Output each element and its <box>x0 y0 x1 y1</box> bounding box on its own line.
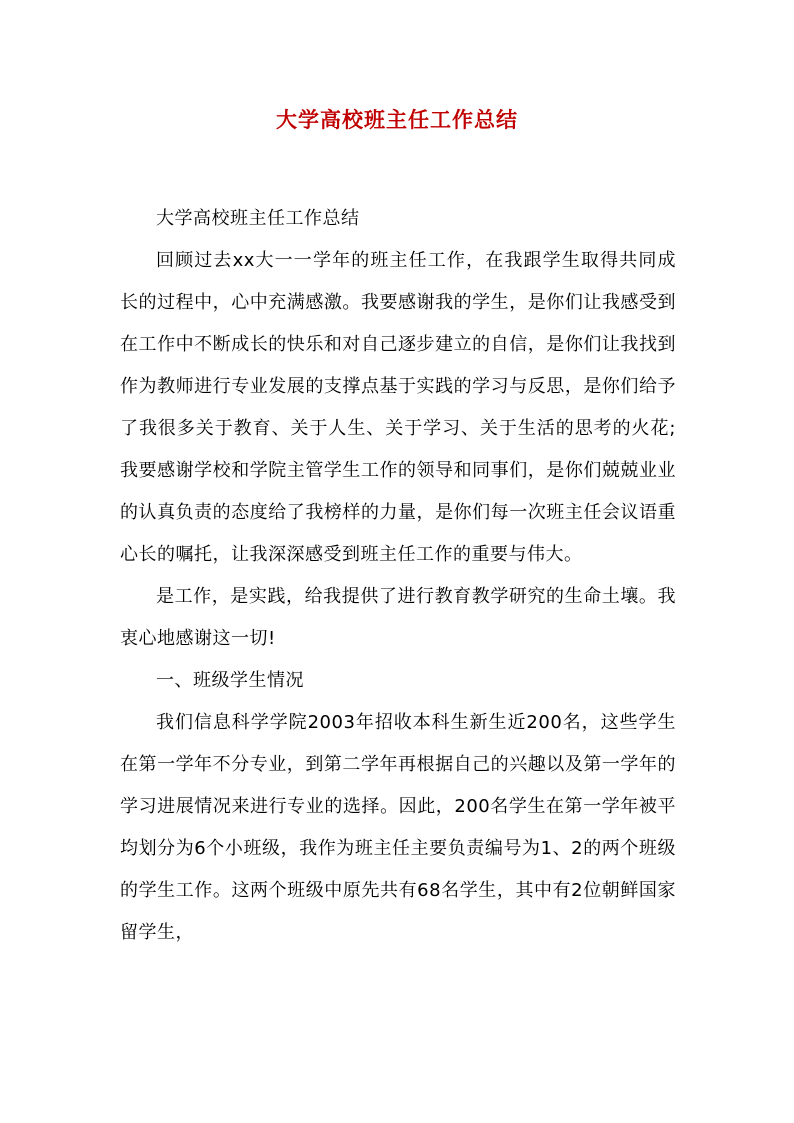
paragraph-intro: 回顾过去xx大一一学年的班主任工作，在我跟学生取得共同成长的过程中，心中充满感激。我要感谢我的学生，是你们让我感受到在工作中不断成长的快乐和对自己逐步建立的自信，是你们让我找到作为教师进行专业发展的支撑点基于实践的学习与反思，是你们给予了我很多关于教育、关于人生、关于学习、关于生活的思考的火花;我要感谢学校和学院主管学生工作的领导和同事们，是你们兢兢业业的认真负责的态度给了我榜样的力量，是你们每一次班主任会议语重心长的嘱托，让我深深感受到班主任工作的重要与伟大。 <box>120 250 676 565</box>
document-title: 大学高校班主任工作总结 <box>276 107 518 132</box>
section-heading-class-situation: 一、班级学生情况 <box>156 670 304 691</box>
paragraph-class-situation: 我们信息科学学院2003年招收本科生新生近200名，这些学生在第一学年不分专业，到第二学年再根据自己的兴趣以及第一学年的学习进展情况来进行专业的选择。因此，200名学生在第一学年被平均划分为6个小班级，我作为班主任主要负责编号为1、2的两个班级的学生工作。这两个班级中原先共有68名学生，其中有2位朝鲜国家留学生， <box>120 712 676 943</box>
paragraph-thanks: 是工作，是实践，给我提供了进行教育教学研究的生命土壤。我衷心地感谢这一切! <box>120 586 676 649</box>
document-body <box>120 198 676 954</box>
paragraph-heading: 大学高校班主任工作总结 <box>156 208 360 229</box>
